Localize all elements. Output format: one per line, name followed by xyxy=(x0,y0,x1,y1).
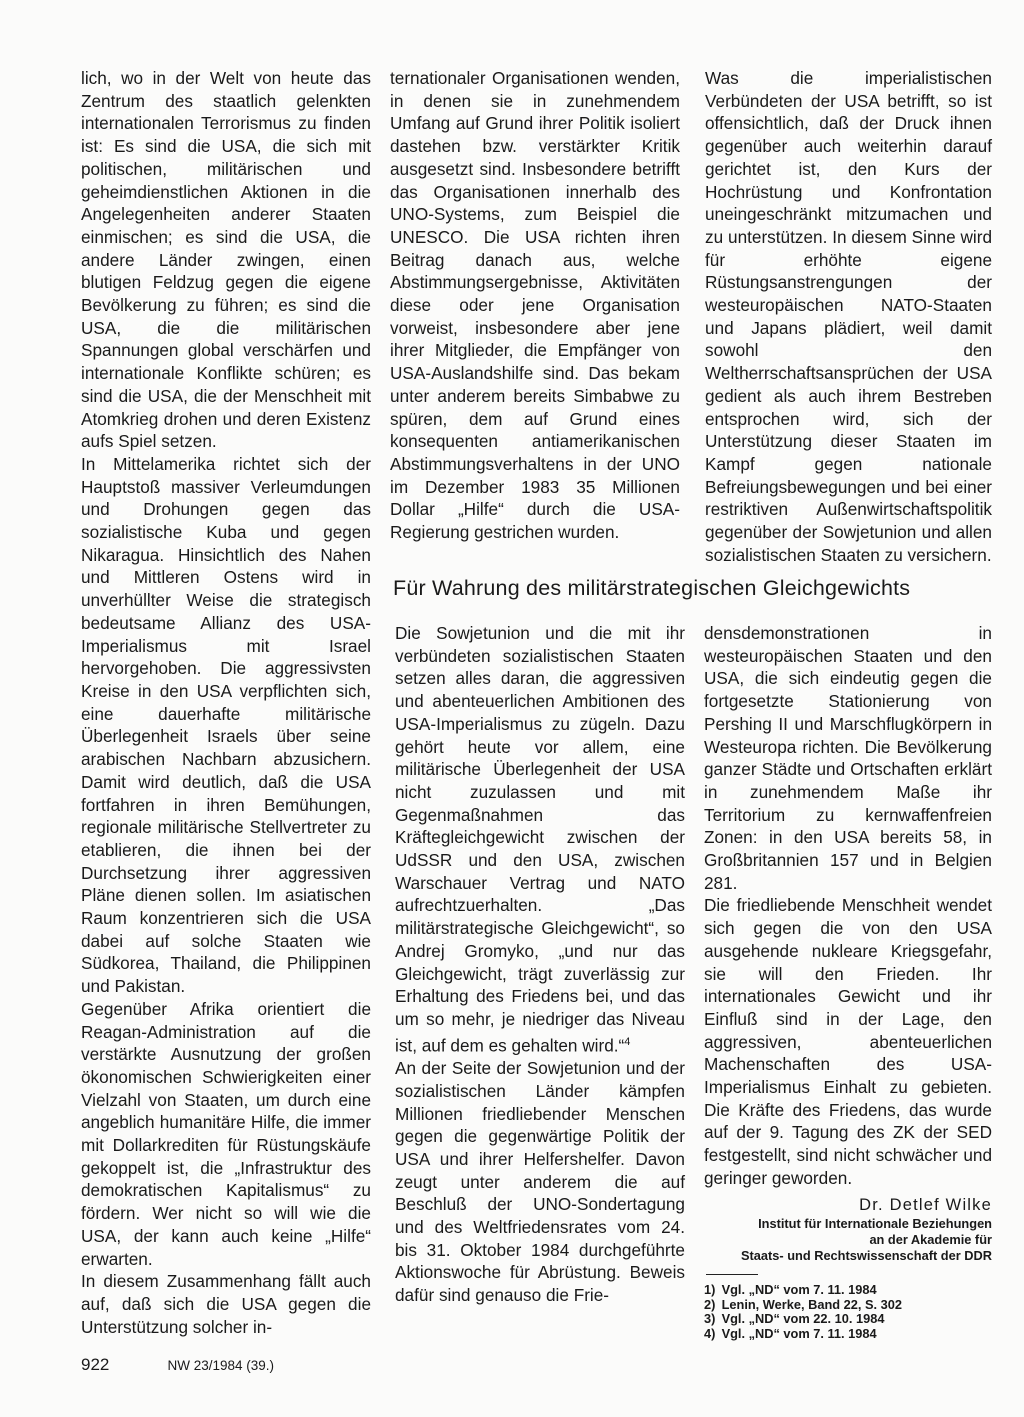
footnote-number: 1) xyxy=(704,1282,716,1298)
paragraph: In Mittelamerika richtet sich der Hauptstoß massiver Verleumdungen und Drohungen gegen das sozialistische Kuba und gegen Nikaragua. Hinsichtlich des Nahen und Mittleren Ostens wird in unverhüllter Weise die strategisch bedeutsame Allianz des USA-Imperialismus mit Israel hervorgehoben. Die aggressivsten Kreise in den USA verpflichten sich, eine dauerhafte militärische Überlegenheit Israels über seine arabischen Nachbarn abzusichern. Damit wird deutlich, daß die USA fortfahren in ihren Bemühungen, regionale militärische Stellvertreter zu etablieren, die ihnen bei der Durchsetzung ihrer aggressiven Pläne dienen sollen. Im asiatischen Raum konzentrieren sich die USA dabei auf solche Staaten wie Südkorea, Thailand, die Philippinen und Pakistan. xyxy=(81,453,371,997)
column-5 xyxy=(704,622,992,1342)
footnote-number: 3) xyxy=(704,1311,716,1327)
paragraph-text: Die Sowjetunion und die mit ihr verbündeten sozialistischen Staaten setzen alles daran, die aggressiven und abenteuerlichen Ambitionen des USA-Imperialismus zu zügeln. Dazu gehört heute vor allem, eine militärische Überlegenheit der USA nicht zuzulassen und mit Gegenmaßnahmen das Kräftegleichgewicht zwischen der UdSSR und den USA, zwischen Warschauer Vertrag und NATO aufrechtzuerhalten. „Das militärstrategische Gleichgewicht“, so Andrej Gromyko, „und nur das Gleichgewicht, trägt zuverlässig zur Erhaltung des Friedens bei, und das um so mehr, je niedriger das Niveau ist, auf dem es gehalten wird.“ xyxy=(395,623,685,1056)
footnote xyxy=(704,1283,992,1298)
paragraph: Die friedliebende Menschheit wendet sich gegen die von den USA ausgehende nukleare Kriegsgefahr, sie will den Frieden. Ihr internationales Gewicht und ihr Einfluß sind in der Lage, den aggressiven, abenteuerlichen Machenschaften des USA-Imperialismus Einhalt zu gebieten. Die Kräfte des Friedens, das wurde auf der 9. Tagung des ZK der SED festgestellt, sind nicht schwächer und geringer geworden. xyxy=(704,895,992,1188)
footnote-text: Vgl. „ND“ vom 7. 11. 1984 xyxy=(721,1326,877,1342)
paragraph xyxy=(395,622,685,1057)
paragraph: In diesem Zusammenhang fällt auch auf, daß sich die USA gegen die Unterstützung solcher in- xyxy=(81,1271,371,1337)
column-1 xyxy=(81,67,371,1338)
footnote xyxy=(704,1327,992,1342)
column-4 xyxy=(395,622,685,1307)
paragraph: Gegenüber Afrika orientiert die Reagan-Administration auf die verstärkte Ausnutzung der großen ökonomischen Schwierigkeiten einer Vielzahl von Staaten, um durch eine angeblich humanitäre Hilfe, die immer mit Dollarkrediten für Rüstungskäufe gekoppelt ist, die „Infrastruktur des demokratischen Kapitalismus“ zu fördern. Wer nicht so will wie die USA, der kann auch keine „Hilfe“ erwarten. xyxy=(81,998,371,1269)
author-name: Dr. Detlef Wilke xyxy=(859,1195,992,1214)
column-2 xyxy=(390,67,680,544)
footnote-number: 2) xyxy=(704,1296,716,1312)
footnote-text: Lenin, Werke, Band 22, S. 302 xyxy=(721,1296,902,1312)
page-footer xyxy=(81,1355,481,1375)
section-heading: Für Wahrung des militärstrategischen Gleichgewichts xyxy=(393,576,911,600)
paragraph: ternationaler Organisationen wenden, in denen sie in zunehmendem Umfang auf Grund ihrer Politik isoliert dastehen bzw. verstärkter Kritik ausgesetzt sind. Insbesondere betrifft das Organisationen innerhalb des UNO-Systems, zum Beispiel die UNESCO. Die USA richten ihren Beitrag danach aus, welche Abstimmungsergebnisse, Aktivitäten diese oder jene Organisation vorweist, insbesondere aber jene ihrer Mitglieder, die Empfänger von USA-Auslandshilfe sind. Das bekam unter anderem bereits Simbabwe zu spüren, dem auf Grund eines konsequenten antiamerikanischen Abstimmungsverhaltens in der UNO im Dezember 1983 35 Millionen Dollar „Hilfe“ durch die USA-Regierung gestrichen wurden. xyxy=(390,68,680,543)
institution-line: an der Akademie für xyxy=(869,1232,992,1248)
footnote xyxy=(704,1312,992,1327)
paragraph: lich, wo in der Welt von heute das Zentrum des staatlich gelenkten internationalen Terrorismus zu finden ist: Es sind die USA, die sich mit politischen, militärischen und geheimdienstlichen Aktionen in die Angelegenheiten anderer Staaten einmischen; es sind die USA, die andere Länder zwingen, einen blutigen Feldzug gegen die eigene Bevölkerung zu führen; es sind die USA, die die militärischen Spannungen global verschärfen und internationale Konflikte schüren; es sind die USA, die der Menschheit mit Atomkrieg drohen und deren Existenz aufs Spiel setzen. xyxy=(81,68,371,452)
paragraph: An der Seite der Sowjetunion und der sozialistischen Länder kämpfen Millionen friedliebender Menschen gegen die gegenwärtige Politik der USA und ihrer Helfershelfer. Davon zeugt unter anderem die auf Beschluß der UNO-Sondertagung und des Weltfriedensrates vom 24. bis 31. Oktober 1984 durchgeführte Aktionswoche für Abrüstung. Beweis dafür sind genauso die Frie- xyxy=(395,1058,685,1306)
paragraph: Was die imperialistischen Verbündeten der USA betrifft, so ist offensichtlich, daß der Druck ihnen gegenüber auch weiterhin darauf gerichtet ist, den Kurs der Hochrüstung und Konfrontation uneingeschränkt mitzumachen und zu unterstützen. In diesem Sinne wird für erhöhte eigene Rüstungsanstrengungen der westeuropäischen NATO-Staaten und Japans plädiert, weil damit sowohl den Weltherrschaftsansprüchen der USA gedient als auch ihrem Bestreben entsprochen wird, sich der Unterstützung dieser Staaten im Kampf gegen nationale Befreiungsbewegungen und bei einer restriktiven Außenwirtschaftspolitik gegenüber der Sowjetunion und allen sozialistischen Staaten zu versichern. xyxy=(705,68,992,565)
footnote-text: Vgl. „ND“ vom 22. 10. 1984 xyxy=(721,1311,885,1327)
footnote xyxy=(704,1298,992,1313)
footnote-divider xyxy=(706,1274,758,1275)
institution-line: Staats- und Rechtswissenschaft der DDR xyxy=(740,1248,992,1264)
column-3 xyxy=(705,67,992,566)
footnotes xyxy=(704,1283,992,1341)
paragraph: densdemonstrationen in westeuropäischen Staaten und den USA, die sich eindeutig gegen die fortgesetzte Stationierung von Pershing II und Marschflugkörpern in Westeuropa richten. Die Bevölkerung ganzer Städte und Ortschaften erklärt in zunehmendem Maße ihr Territorium zu kernwaffenfreien Zonen: in den USA bereits 58, in Großbritannien 157 und in Belgien 281. xyxy=(704,623,992,893)
issue-reference: NW 23/1984 (39.) xyxy=(167,1358,275,1373)
footnote-ref: 4 xyxy=(624,1035,631,1048)
institution-line: Institut für Internationale Beziehungen xyxy=(758,1216,992,1232)
footnote-text: Vgl. „ND“ vom 7. 11. 1984 xyxy=(721,1282,877,1298)
footnote-number: 4) xyxy=(704,1326,716,1342)
author-institution xyxy=(704,1216,992,1264)
page-number: 922 xyxy=(81,1355,110,1374)
